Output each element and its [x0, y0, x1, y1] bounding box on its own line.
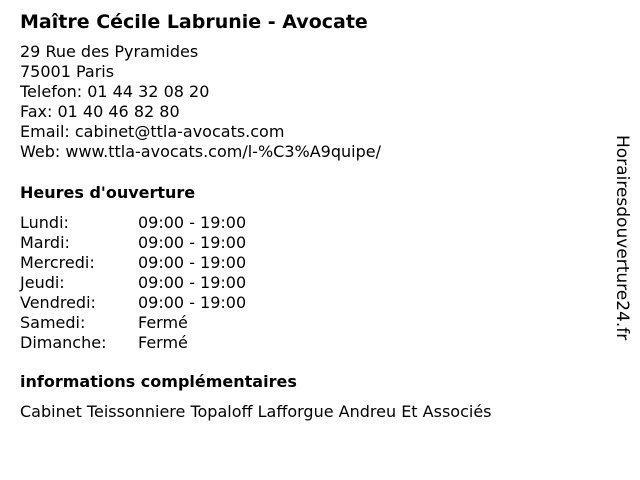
hours-row-sunday: [20, 333, 600, 353]
hours-row-thursday: [20, 273, 600, 293]
day-hours: 09:00 - 19:00: [138, 273, 247, 292]
hours-row-friday: [20, 293, 600, 313]
business-card: [20, 9, 600, 422]
hours-row-monday: [20, 213, 600, 233]
day-label: Dimanche:: [20, 333, 107, 352]
day-hours: Fermé: [138, 313, 188, 332]
additional-info-text: Cabinet Teissonniere Topaloff Lafforgue Andreu Et Associés: [20, 402, 492, 421]
address-street: 29 Rue des Pyramides: [20, 42, 199, 61]
day-hours: Fermé: [138, 333, 188, 352]
day-hours: 09:00 - 19:00: [138, 293, 247, 312]
additional-info-heading: informations complémentaires: [20, 372, 297, 391]
hours-row-tuesday: [20, 233, 600, 253]
day-label: Jeudi:: [20, 273, 65, 292]
hours-row-wednesday: [20, 253, 600, 273]
hours-row-saturday: [20, 313, 600, 333]
day-hours: 09:00 - 19:00: [138, 233, 247, 252]
email-line: Email: cabinet@ttla-avocats.com: [20, 122, 285, 141]
contact-block: [20, 42, 600, 162]
day-label: Vendredi:: [20, 293, 96, 312]
address-city: 75001 Paris: [20, 62, 115, 81]
opening-hours-list: [20, 213, 600, 353]
day-label: Samedi:: [20, 313, 86, 332]
day-label: Mardi:: [20, 233, 70, 252]
site-watermark: Horairesdouverture24.fr: [612, 135, 632, 341]
day-label: Lundi:: [20, 213, 69, 232]
opening-hours-heading: Heures d'ouverture: [20, 183, 196, 202]
page-title: Maître Cécile Labrunie - Avocate: [20, 11, 368, 33]
day-hours: 09:00 - 19:00: [138, 253, 247, 272]
day-hours: 09:00 - 19:00: [138, 213, 247, 232]
day-label: Mercredi:: [20, 253, 95, 272]
fax-line: Fax: 01 40 46 82 80: [20, 102, 180, 121]
phone-line: Telefon: 01 44 32 08 20: [20, 82, 210, 101]
web-line: Web: www.ttla-avocats.com/l-%C3%A9quipe/: [20, 142, 381, 161]
